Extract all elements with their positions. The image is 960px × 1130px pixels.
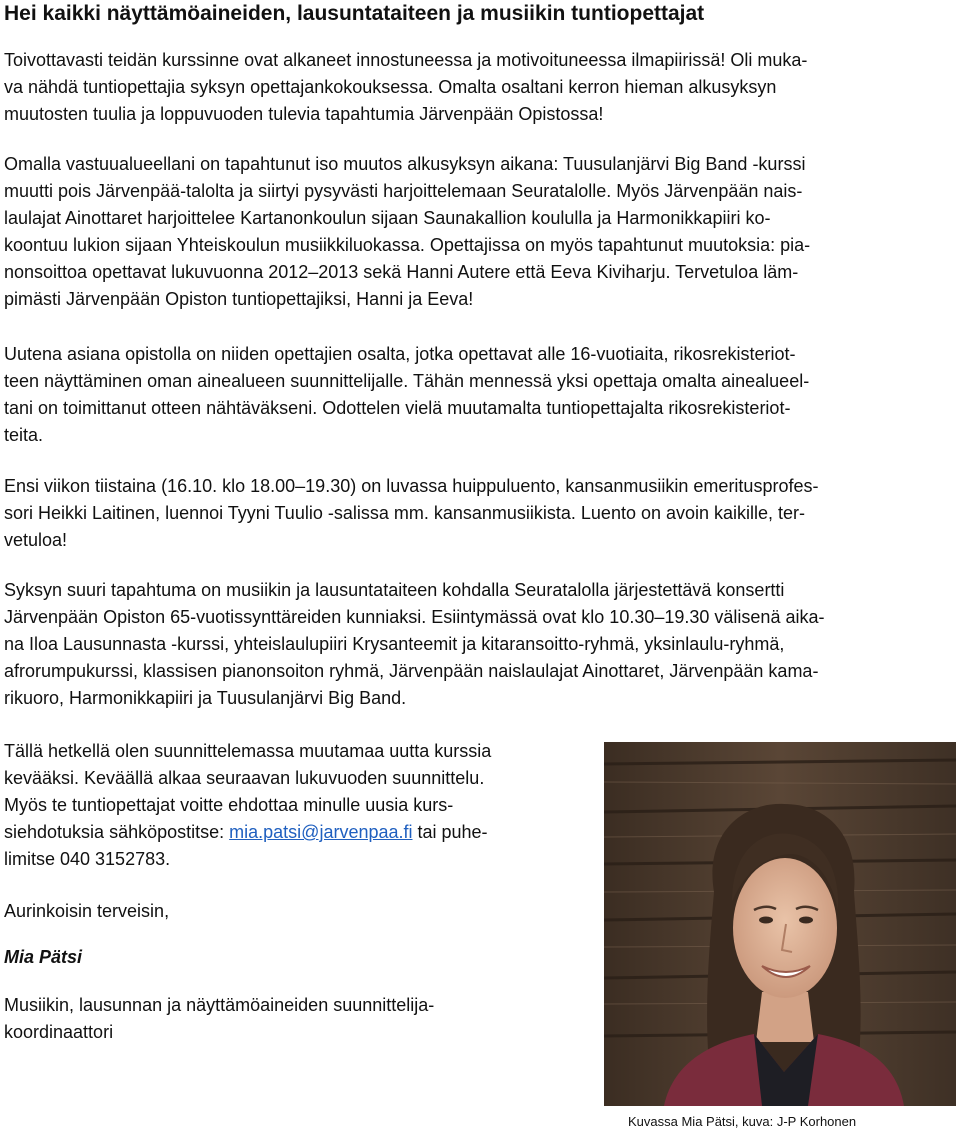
email-trail-text: tai puhe- <box>412 822 488 842</box>
text-line: Syksyn suuri tapahtuma on musiikin ja lausuntataiteen kohdalla Seuratalolla järjestettävä konsertti <box>4 580 785 600</box>
paragraph-concert <box>4 577 954 712</box>
text-line: kevääksi. Keväällä alkaa seuraavan lukuvuoden suunnittelu. <box>4 768 485 788</box>
text-line: muutosten tuulia ja loppuvuoden tulevia tapahtumia Järvenpään Opistossa! <box>4 104 604 124</box>
closing-greeting: Aurinkoisin terveisin, <box>4 901 170 921</box>
paragraph-new-courses <box>4 738 594 873</box>
text-line: Järvenpään Opiston 65-vuotissynttäreiden kunniaksi. Esiintymässä ovat klo 10.30–19.30 välisenä aika- <box>4 607 825 627</box>
text-line: rikuoro, Harmonikkapiiri ja Tuusulanjärvi Big Band. <box>4 688 407 708</box>
text-line: tani on toimittanut otteen nähtäväkseni. Odottelen vielä muutamalta tuntiopettajalta rikosrekisteriot- <box>4 398 791 418</box>
text-line-email <box>4 819 594 846</box>
text-line: limitse 040 3152783. <box>4 849 171 869</box>
text-line: Toivottavasti teidän kurssinne ovat alkaneet innostuneessa ja motivoituneessa ilmapiirissä! Oli muka- <box>4 50 808 70</box>
text-line: Ensi viikon tiistaina (16.10. klo 18.00–19.30) on luvassa huippuluento, kansanmusiikin emeritusprofes- <box>4 476 819 496</box>
portrait-illustration <box>604 742 956 1106</box>
text-line: nonsoittoa opettavat lukuvuonna 2012–2013 sekä Hanni Autere että Eeva Kiviharju. Tervetuloa läm- <box>4 262 799 282</box>
text-line: Omalla vastuualueellani on tapahtunut iso muutos alkusyksyn aikana: Tuusulanjärvi Big Band -kurssi <box>4 154 806 174</box>
text-line: va nähdä tuntiopettajia syksyn opettajankokouksessa. Omalta osaltani kerron hieman alkusyksyn <box>4 77 777 97</box>
email-link[interactable]: mia.patsi@jarvenpaa.fi <box>229 822 413 842</box>
text-line: afrorumpukurssi, klassisen pianonsoiton ryhmä, Järvenpään naislaulajat Ainottaret, Järvenpään kama- <box>4 661 819 681</box>
email-lead-text: siehdotuksia sähköpostitse: <box>4 822 230 842</box>
paragraph-changes <box>4 151 954 313</box>
page-title: Hei kaikki näyttämöaineiden, lausuntataiteen ja musiikin tuntiopettajat <box>4 2 705 25</box>
text-line: vetuloa! <box>4 530 68 550</box>
text-line: Uutena asiana opistolla on niiden opettajien osalta, jotka opettavat alle 16-vuotiaita, rikosrekisteriot- <box>4 344 796 364</box>
photo-caption: Kuvassa Mia Pätsi, kuva: J-P Korhonen <box>628 1114 857 1129</box>
text-line: muutti pois Järvenpää-talolta ja siirtyi pysyvästi harjoittelemaan Seuratalolle. Myös Järvenpään nais- <box>4 181 803 201</box>
signature: Mia Pätsi <box>4 947 83 967</box>
text-line: koontuu lukion sijaan Yhteiskoulun musiikkiluokassa. Opettajissa on myös tapahtunut muutoksia: pia- <box>4 235 811 255</box>
text-line: teita. <box>4 425 44 445</box>
text-line: na Iloa Lausunnasta -kurssi, yhteislaulupiiri Krysanteemit ja kitaransoitto-ryhmä, yksinlaulu-ryhmä, <box>4 634 785 654</box>
paragraph-intro <box>4 47 954 128</box>
text-line: Myös te tuntiopettajat voitte ehdottaa minulle uusia kurs- <box>4 795 454 815</box>
text-line: teen näyttäminen oman ainealueen suunnittelijalle. Tähän mennessä yksi opettaja omalta ainealueel- <box>4 371 810 391</box>
text-line: laulajat Ainottaret harjoittelee Kartanonkoulun sijaan Saunakallion koululla ja Harmonikkapiiri ko- <box>4 208 771 228</box>
paragraph-lecture <box>4 473 954 554</box>
text-line: pimästi Järvenpään Opiston tuntiopettajiksi, Hanni ja Eeva! <box>4 289 474 309</box>
paragraph-criminal-record <box>4 341 954 449</box>
text-line: Musiikin, lausunnan ja näyttämöaineiden suunnittelija- <box>4 995 435 1015</box>
portrait-photo <box>604 742 956 1106</box>
text-line: koordinaattori <box>4 1022 114 1042</box>
text-line: sori Heikki Laitinen, luennoi Tyyni Tuulio -salissa mm. kansanmusiikista. Luento on avoin kaikille, ter- <box>4 503 806 523</box>
text-line: Tällä hetkellä olen suunnittelemassa muutamaa uutta kurssia <box>4 741 492 761</box>
